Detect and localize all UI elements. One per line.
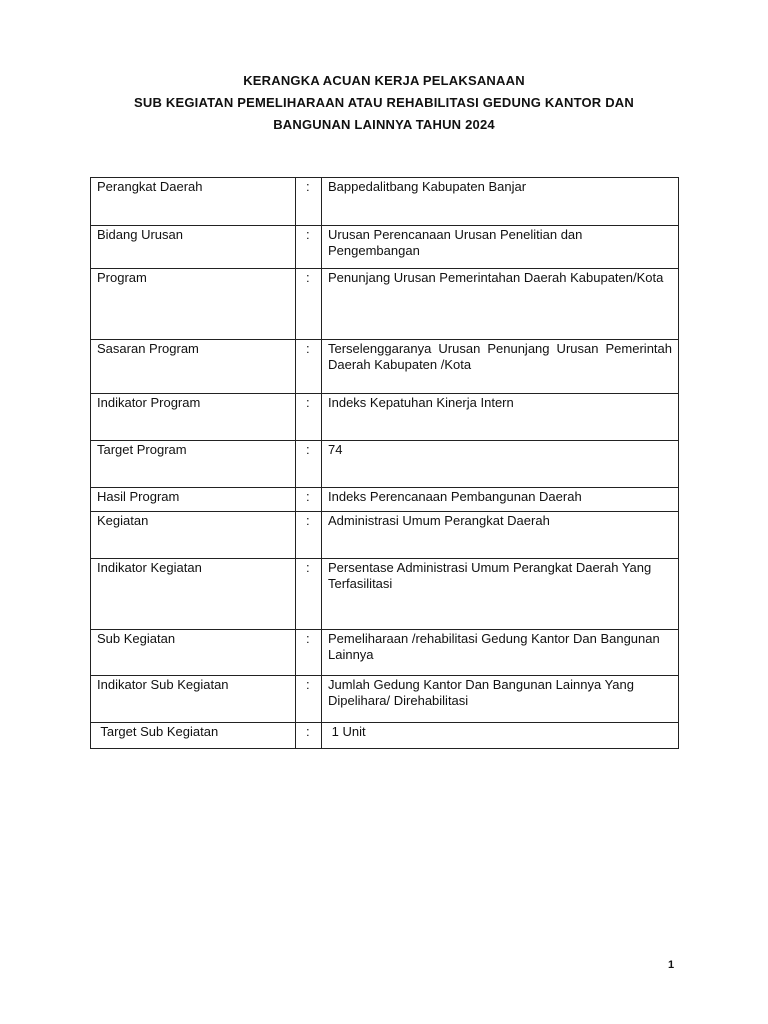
field-separator: : bbox=[296, 441, 322, 488]
document-title-line-2: SUB KEGIATAN PEMELIHARAAN ATAU REHABILITASI GEDUNG KANTOR DAN bbox=[134, 95, 634, 110]
table-row-hasil-program bbox=[91, 488, 679, 512]
field-value: 74 bbox=[322, 441, 679, 488]
table-row-sub-kegiatan bbox=[91, 630, 679, 676]
field-label: Perangkat Daerah bbox=[91, 178, 296, 226]
field-label: Bidang Urusan bbox=[91, 226, 296, 269]
field-label: Sasaran Program bbox=[91, 340, 296, 394]
field-value: Terselenggaranya Urusan Penunjang Urusan Pemerintah Daerah Kabupaten /Kota bbox=[322, 340, 679, 394]
field-value: Persentase Administrasi Umum Perangkat Daerah Yang Terfasilitasi bbox=[322, 559, 679, 630]
document-title-line-3: BANGUNAN LAINNYA TAHUN 2024 bbox=[273, 117, 495, 132]
field-separator: : bbox=[296, 340, 322, 394]
table-row-indikator-sub-kegiatan bbox=[91, 676, 679, 723]
field-separator: : bbox=[296, 676, 322, 723]
document-title-line-1: KERANGKA ACUAN KERJA PELAKSANAAN bbox=[243, 73, 525, 88]
field-separator: : bbox=[296, 269, 322, 340]
field-label: Sub Kegiatan bbox=[91, 630, 296, 676]
document-header bbox=[0, 70, 768, 136]
field-value: Urusan Perencanaan Urusan Penelitian dan Pengembangan bbox=[322, 226, 679, 269]
field-label: Target Program bbox=[91, 441, 296, 488]
field-label: Indikator Kegiatan bbox=[91, 559, 296, 630]
table-row-perangkat-daerah bbox=[91, 178, 679, 226]
field-label: Program bbox=[91, 269, 296, 340]
field-label: Indikator Sub Kegiatan bbox=[91, 676, 296, 723]
field-value: Jumlah Gedung Kantor Dan Bangunan Lainnya Yang Dipelihara/ Direhabilitasi bbox=[322, 676, 679, 723]
field-label: Kegiatan bbox=[91, 512, 296, 559]
table-row-indikator-program bbox=[91, 394, 679, 441]
field-separator: : bbox=[296, 226, 322, 269]
field-label: Target Sub Kegiatan bbox=[91, 723, 296, 749]
table-row-bidang-urusan bbox=[91, 226, 679, 269]
field-separator: : bbox=[296, 723, 322, 749]
table-row-target-program bbox=[91, 441, 679, 488]
page-number: 1 bbox=[668, 959, 675, 971]
table-row-sasaran-program bbox=[91, 340, 679, 394]
kak-info-table bbox=[90, 177, 679, 749]
table-row-target-sub-kegiatan bbox=[91, 723, 679, 749]
field-separator: : bbox=[296, 630, 322, 676]
field-value: 1 Unit bbox=[322, 723, 679, 749]
field-separator: : bbox=[296, 559, 322, 630]
table-row-indikator-kegiatan bbox=[91, 559, 679, 630]
table-row-program bbox=[91, 269, 679, 340]
field-separator: : bbox=[296, 488, 322, 512]
field-value: Indeks Kepatuhan Kinerja Intern bbox=[322, 394, 679, 441]
field-value: Penunjang Urusan Pemerintahan Daerah Kabupaten/Kota bbox=[322, 269, 679, 340]
field-label: Hasil Program bbox=[91, 488, 296, 512]
table-row-kegiatan bbox=[91, 512, 679, 559]
field-separator: : bbox=[296, 394, 322, 441]
field-value: Administrasi Umum Perangkat Daerah bbox=[322, 512, 679, 559]
field-value: Indeks Perencanaan Pembangunan Daerah bbox=[322, 488, 679, 512]
field-separator: : bbox=[296, 512, 322, 559]
field-value: Bappedalitbang Kabupaten Banjar bbox=[322, 178, 679, 226]
field-value: Pemeliharaan /rehabilitasi Gedung Kantor Dan Bangunan Lainnya bbox=[322, 630, 679, 676]
field-label: Indikator Program bbox=[91, 394, 296, 441]
field-separator: : bbox=[296, 178, 322, 226]
